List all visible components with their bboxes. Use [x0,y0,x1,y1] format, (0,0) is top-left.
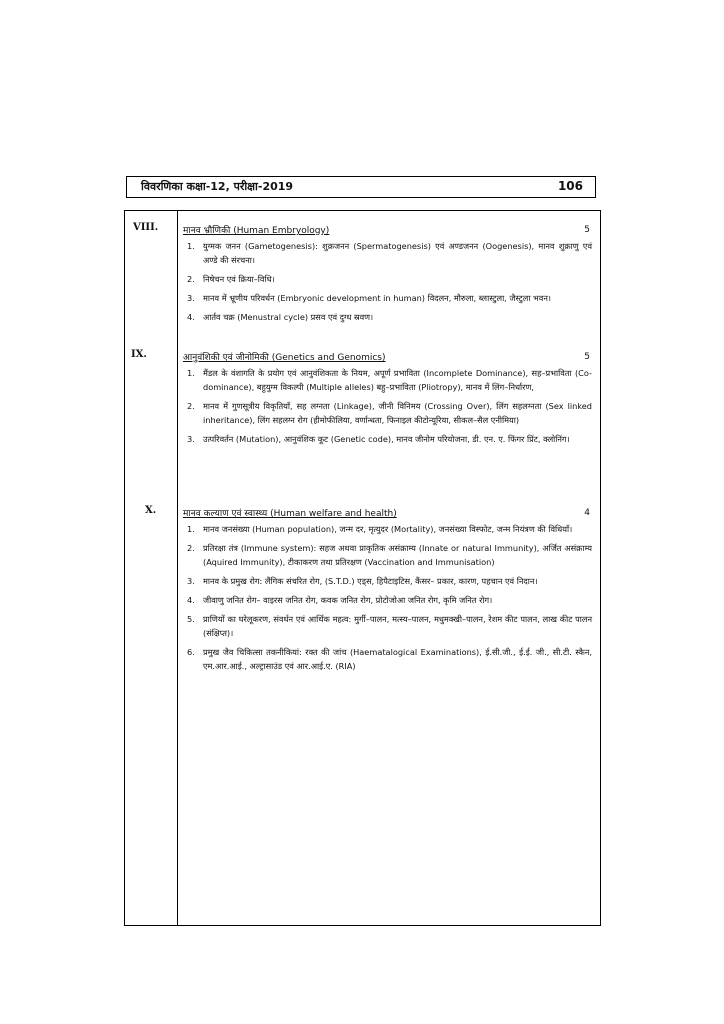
item-text: जीवाणु जनित रोग– वाइरस जनित रोग, कवक जनित रोग, प्रोटोजोआ जनित रोग, कृमि जनित रोग। [203,595,493,605]
page-header [126,176,596,198]
list-item [187,291,592,305]
item-number: 3. [187,434,195,444]
list-item [187,366,592,394]
item-number: 4. [187,595,195,605]
unit-marks: 5 [584,352,590,362]
list-item [187,574,592,588]
list-item [187,593,592,607]
list-item [187,612,592,640]
list-item [187,645,592,673]
unit-title-english: (Human Embryology) [233,226,330,236]
topic-list [187,366,592,451]
item-number: 1. [187,368,195,378]
unit-title-hindi: मानव भ्रौणिकी [183,226,231,236]
item-number: 6. [187,647,195,657]
unit-number: X. [145,505,157,516]
unit-heading [183,223,329,236]
unit-number: IX. [131,349,147,360]
item-text: उत्परिवर्तन (Mutation), आनुवंशिक कूट (Genetic code), मानव जीनोम परियोजना, डी. एन. ए. फिंगर प्रिंट, क्लोनिंग। [203,434,570,444]
unit-number: VIII. [133,222,159,233]
topic-list [187,239,592,329]
unit-title-hindi: मानव कल्याण एवं स्वास्थ्य [183,509,268,519]
item-number: 2. [187,274,195,284]
list-item [187,239,592,267]
item-text: निषेचन एवं क्रिया–विधि। [203,274,275,284]
list-item [187,272,592,286]
item-text: मैंडल के वंशागति के प्रयोग एवं आनुवंशिकता के नियम, अपूर्ण प्रभाविता (Incomplete Dominance), सह–प्रभाविता (Co-dominance), बहुयुग्म विकल्पी (Multiple alleles) बहु–प्रभाविता (Pliotropy), मानव में लिंग–निर्धारण, [203,368,592,392]
item-number: 2. [187,543,195,553]
item-text: मानव जनसंख्या (Human population), जन्म दर, मृत्युदर (Mortality), जनसंख्या विस्फोट, जन्म नियंत्रण की विधियाँ। [203,524,573,534]
unit-title-hindi: आनुवंशिकी एवं जीनोमिकी [183,353,269,363]
unit-marks: 4 [584,508,590,518]
item-text: आर्तव चक्र (Menustral cycle) प्रसव एवं दुग्ध स्रवण। [203,312,374,322]
list-item [187,399,592,427]
unit-title-english: (Genetics and Genomics) [271,353,386,363]
unit-heading [183,350,386,363]
list-item [187,541,592,569]
page-number: 106 [557,179,583,193]
syllabus-table [124,210,601,926]
unit-marks: 5 [584,225,590,235]
item-number: 3. [187,576,195,586]
item-number: 5. [187,614,195,624]
item-text: मानव में गुणसूत्रीय विकृतियाँ, सह लग्नता (Linkage), जीनी विनिमय (Crossing Over), लिंग सहलग्नता (Sex linked inheritance), लिंग सहलग्न रोग (हीमोफीलिया, वर्णान्धता, फिनाइल कीटोन्यूरिया, सीकल–सैल एनीमिया) [203,401,592,425]
unit-heading [183,506,397,519]
item-number: 3. [187,293,195,303]
item-number: 1. [187,241,195,251]
item-text: प्रतिरक्षा तंत्र (Immune system): सहज अथवा प्राकृतिक असंक्राम्य (Innate or natural Immunity), अर्जित असंक्राम्य (Aquired Immunity), टीकाकरण तथा प्रतिरक्षण (Vaccination and Immunisation) [203,543,592,567]
list-item [187,432,592,446]
topic-list [187,522,592,678]
item-number: 1. [187,524,195,534]
list-item [187,522,592,536]
item-text: मानव के प्रमुख रोग: लैंगिक संचरित रोग, (S.T.D.) एड्स, हिपैटाइटिस, कैंसर– प्रकार, कारण, पहचान एवं निदान। [203,576,538,586]
item-text: मानव में भ्रूणीय परिवर्धन (Embryonic development in human) विदलन, मौरुला, ब्लास्टुला, जैस्टुला भवन। [203,293,552,303]
item-text: युग्मक जनन (Gametogenesis): शुक्रजनन (Spermatogenesis) एवं अण्डजनन (Oogenesis), मानव शुक्राणु एवं अण्डे की संरचना। [203,241,592,265]
item-text: प्राणियों का घरेलूकरण, संवर्धन एवं आर्थिक महत्व: मुर्गी–पालन, मत्स्य–पालन, मधुमक्खी–पालन, रेशम कीट पालन, लाख कीट पालन (संक्षिप्त)। [203,614,592,638]
item-text: प्रमुख जैव चिकित्सा तकनीकियां: रक्त की जांच (Haematalogical Examinations), ई.सी.जी., ई.ई. जी., सी.टी. स्कैन, एम.आर.आई., अल्ट्रासाउंड एवं आर.आई.ए. (RIA) [203,647,592,671]
item-number: 4. [187,312,195,322]
header-title: विवरणिका कक्षा-12, परीक्षा-2019 [141,180,294,193]
list-item [187,310,592,324]
item-number: 2. [187,401,195,411]
unit-title-english: (Human welfare and health) [270,509,397,519]
column-divider [177,211,178,925]
